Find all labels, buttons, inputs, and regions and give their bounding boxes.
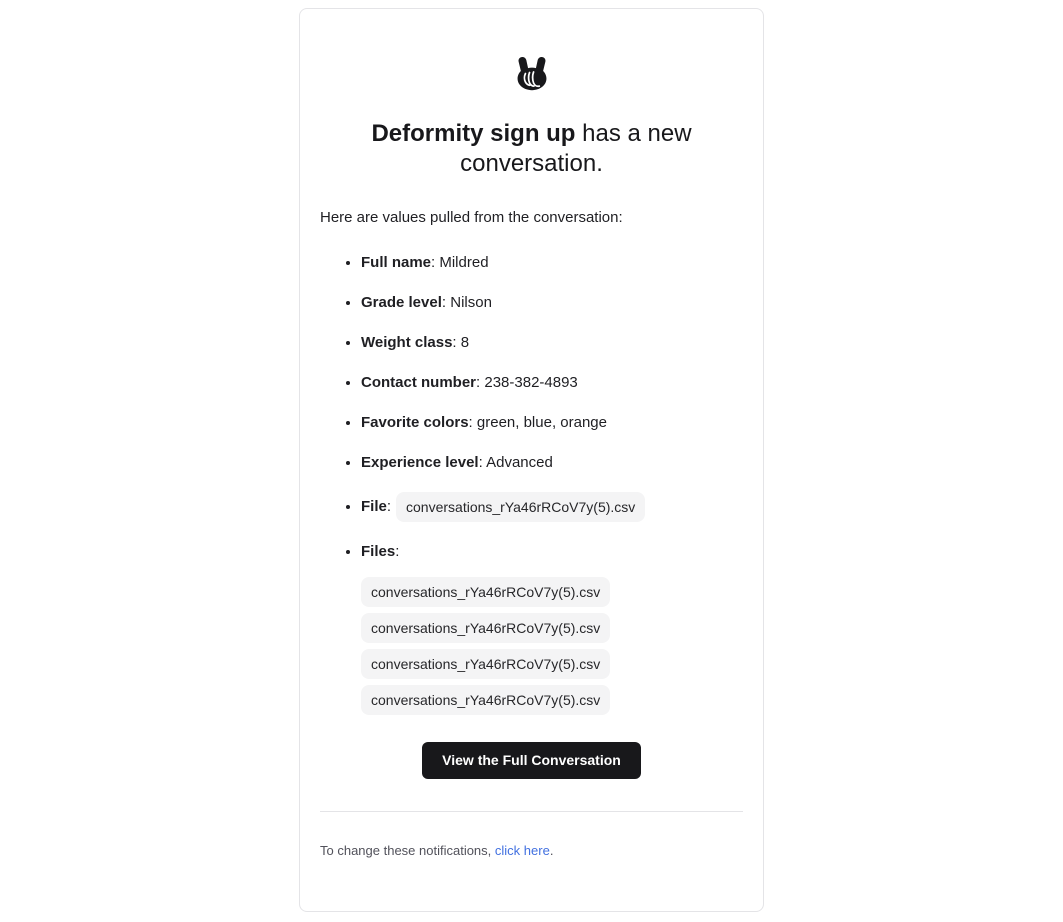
view-conversation-button[interactable]: View the Full Conversation [422, 742, 641, 779]
file-chip[interactable]: conversations_rYa46rRCoV7y(5).csv [361, 685, 610, 715]
field-label: Files [361, 543, 396, 560]
list-item-weight-class [361, 332, 743, 353]
field-label: Favorite colors [361, 414, 469, 431]
footer-suffix: . [549, 843, 554, 858]
file-chip[interactable]: conversations_rYa46rRCoV7y(5).csv [361, 577, 610, 607]
notification-settings-link[interactable]: click here [494, 843, 550, 858]
field-label: Contact number [361, 374, 477, 391]
field-value: 8 [460, 334, 470, 351]
intro-text: Here are values pulled from the conversation: [320, 209, 623, 226]
button-row [320, 742, 743, 779]
field-label: Experience level [361, 454, 479, 471]
field-separator: : [395, 543, 400, 560]
footer-divider [320, 811, 743, 812]
list-item-experience-level [361, 452, 743, 473]
file-chip[interactable]: conversations_rYa46rRCoV7y(5).csv [361, 649, 610, 679]
field-label: Full name [361, 254, 432, 271]
field-separator: : [431, 254, 436, 271]
email-card [299, 8, 764, 912]
page-title [320, 119, 743, 179]
file-chip[interactable]: conversations_rYa46rRCoV7y(5).csv [361, 613, 610, 643]
field-label: Grade level [361, 294, 442, 311]
field-separator: : [441, 294, 447, 311]
field-separator: : [452, 334, 457, 351]
field-label: File [361, 497, 387, 515]
field-label: Weight class [361, 334, 453, 351]
field-list [320, 252, 743, 715]
list-item-grade-level [361, 292, 743, 313]
field-separator: : [476, 374, 481, 391]
logo-container [320, 55, 743, 93]
field-value: Nilson [450, 294, 492, 311]
list-item-file [361, 492, 743, 522]
footer-text [320, 842, 743, 860]
list-item-favorite-colors [361, 412, 743, 433]
form-name: Deformity sign up [371, 120, 576, 147]
field-value: green, blue, orange [476, 414, 607, 431]
field-separator: : [386, 497, 392, 515]
list-item-files [361, 541, 743, 715]
footer-prefix: To change these notifications, [320, 843, 495, 858]
heading-rest: has a new conversation. [460, 120, 692, 177]
field-separator: : [478, 454, 483, 471]
field-value: Advanced [486, 454, 553, 471]
field-value: Mildred [439, 254, 489, 271]
field-separator: : [468, 414, 473, 431]
list-item-full-name [361, 252, 743, 273]
shaka-hand-icon [511, 55, 553, 93]
file-chip[interactable]: conversations_rYa46rRCoV7y(5).csv [396, 492, 645, 522]
file-chip-stack [361, 577, 743, 715]
list-item-contact-number [361, 372, 743, 393]
field-value: 238-382-4893 [484, 374, 578, 391]
